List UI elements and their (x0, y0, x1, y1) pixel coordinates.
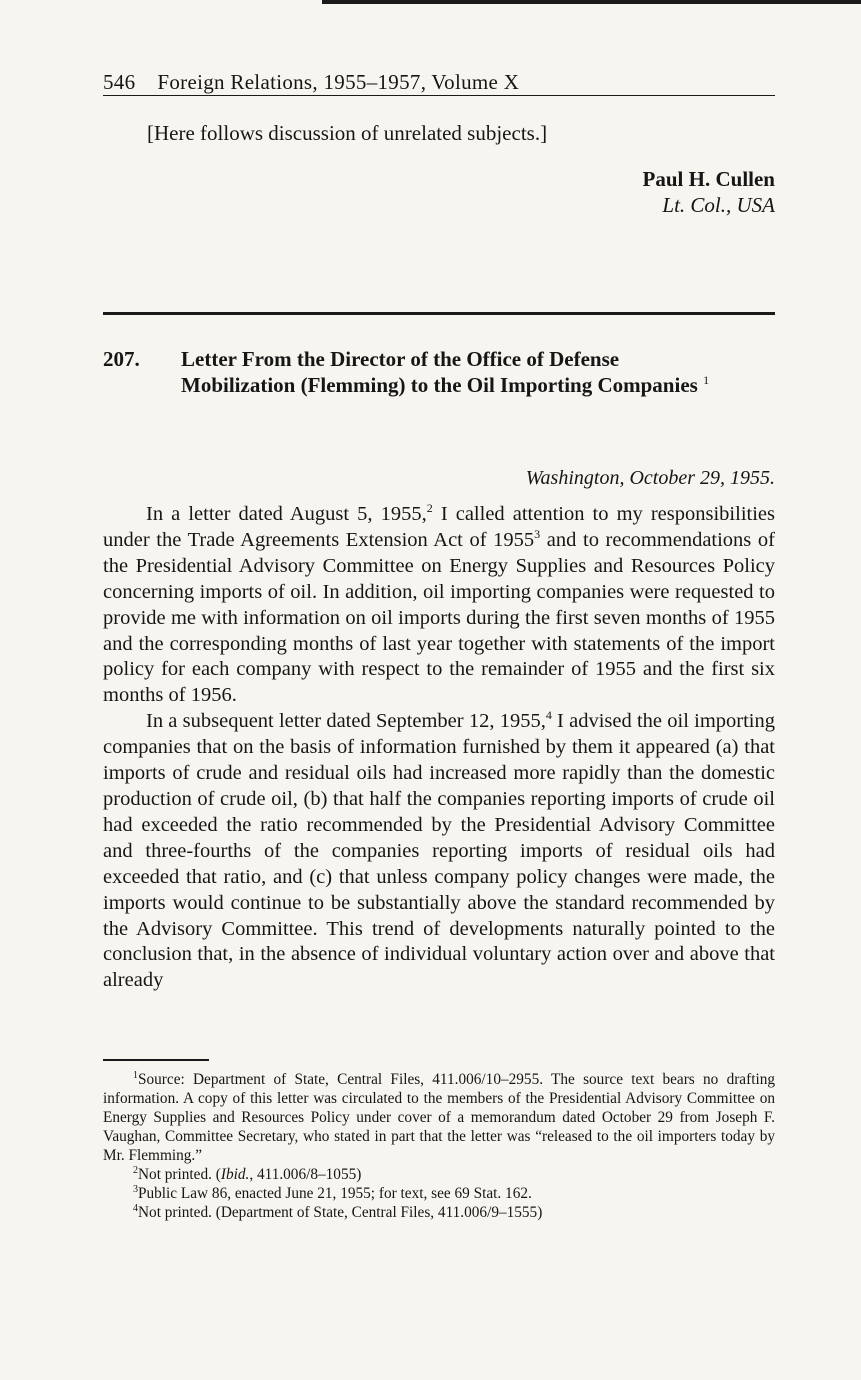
paragraph-text: and to recommendations of the Presidential Advisory Committee on Energy Supplies and Resources Policy concerning imports of oil. In addition, oil importing companies were requested to provide me with information on oil imports during the first seven months of 1955 and the corresponding months of last year together with statements of the import policy for each company with respect to the remainder of 1955 and the first six months of 1956. (103, 528, 775, 707)
footnote (103, 1184, 775, 1203)
top-edge-rule (322, 0, 861, 4)
footnote-divider (103, 1059, 209, 1061)
footnote-marker: 1 (133, 1069, 138, 1081)
paragraph-text: I advised the oil importing companies that on the basis of information furnished by them it appeared (a) that imports of crude and residual oils had increased more rapidly than the domestic production of crude oil, (b) that half the companies reporting imports of crude oil had exceeded the ratio recommended by the Presidential Advisory Committee and three-fourths of the companies reporting imports of residual oils had exceeded that ratio, and (c) that unless company policy changes were made, the imports would continue to be substantially above the standard recommended by the Advisory Committee. This trend of developments naturally pointed to the conclusion that, in the absence of individual voluntary action over and above that already (103, 710, 775, 992)
footnote-text: Not printed. (Department of State, Central Files, 411.006/9–1555) (138, 1204, 543, 1221)
running-header (103, 70, 775, 96)
footnote-marker: 2 (133, 1164, 138, 1176)
signatory-name: Paul H. Cullen (642, 167, 775, 191)
running-title: Foreign Relations, 1955–1957, Volume X (157, 70, 520, 94)
paragraph-text: I called attention to my responsibilities under the Trade Agreements Extension Act of 1955 (103, 503, 775, 551)
footnote-ref: 3 (534, 527, 541, 542)
paragraph-text: In a letter dated August 5, 1955, (146, 503, 427, 525)
section-divider (103, 312, 775, 315)
footnote (103, 1165, 775, 1184)
page-number: 546 (103, 70, 136, 94)
document-number: 207. (103, 347, 140, 371)
letter-body (103, 502, 775, 994)
footnote (103, 1203, 775, 1222)
footnote-text: Not printed. ( (138, 1166, 221, 1183)
footnote-marker: 4 (133, 1202, 138, 1214)
footnote-ref: 4 (545, 708, 552, 723)
paragraph (103, 709, 775, 994)
footnote-text: Public Law 86, enacted June 21, 1955; for text, see 69 Stat. 162. (138, 1185, 532, 1202)
signature-block (643, 166, 775, 218)
footnote-ref: 1 (703, 373, 710, 387)
footnote-marker: 3 (133, 1183, 138, 1195)
dateline: Washington, October 29, 1955. (525, 467, 775, 489)
footnote-text: Source: Department of State, Central Files, 411.006/10–2955. The source text bears no drafting information. A copy of this letter was circulated to the members of the Presidential Advisory Committee on Energy Supplies and Resources Policy under cover of a memorandum dated October 29 from Joseph F. Vaughan, Committee Secretary, who stated in part that the letter was “released to the oil importers today by Mr. Flemming.” (103, 1071, 775, 1164)
paragraph (103, 502, 775, 709)
document-title-text: Letter From the Director of the Office of Defense Mobilization (Flemming) to the Oil Importing Companies (181, 347, 698, 397)
footnote-ref: 2 (426, 501, 433, 516)
footnote-text: , 411.006/8–1055) (249, 1166, 362, 1183)
paragraph-text: In a subsequent letter dated September 12, 1955, (146, 710, 546, 733)
document-title (181, 346, 721, 398)
footnote (103, 1070, 775, 1165)
signatory-rank: Lt. Col., USA (662, 193, 775, 217)
footnotes (103, 1070, 775, 1222)
editorial-note: [Here follows discussion of unrelated subjects.] (147, 121, 548, 145)
footnote-citation: Ibid. (220, 1166, 250, 1183)
